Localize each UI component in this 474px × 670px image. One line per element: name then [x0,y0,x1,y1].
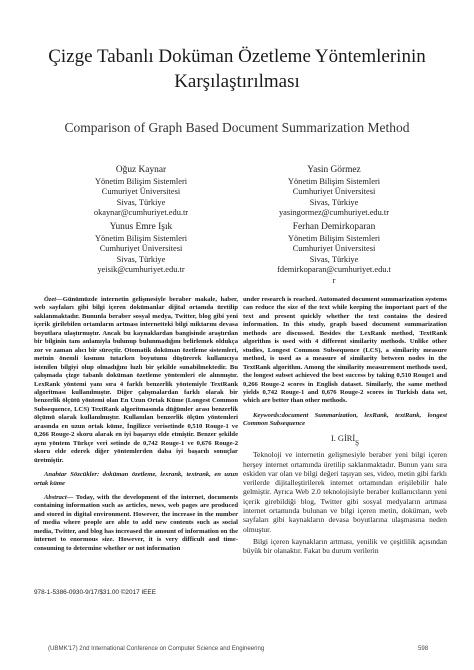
right-column [243,296,447,556]
keywords-label: Keywords [253,411,280,419]
abstract-paragraph [34,494,238,553]
title-line-2: Karşılaştırılması [174,71,300,92]
author-university: Cumuriyet Üniversitesi [101,187,181,197]
keywords-paragraph [243,412,447,429]
author-block-2 [249,165,419,219]
author-name: Ferhan Demirkoparan [292,222,376,232]
copyright-notice: 978-1-5386-0930-9/17/$31.00 ©2017 IEEE [34,589,156,596]
author-name: Oğuz Kaynar [115,165,167,175]
intro-paragraph-2: Bilgi içeren kaynakların artması, yenilik ve çeşitlilik açısından büyük bir olanaktır. Fakat bu durum verilerin [243,536,447,556]
author-location: Sivas, Türkiye [116,197,166,207]
author-university: Cumhuriyet Üniversitesi [292,244,376,254]
ozet-text: —Günümüzde internetin gelişmesiyle beraber makale, haber, web sayfaları gibi bilgi içeren dokümanlar dijital ortamda üretilip saklanmaktadır. Bununla beraber sosyal medya, Twitter, blog gibi yeni içerik girilebilen ortamların artması internetteki bilgi miktarını devasa boyutlara ulaştırmıştır. Ancak bu kaynaklardan bangisinde araştırılan bir bilginin tam anlamıyla bulunup bulunmadığını belirlemek oldukça zor ve zaman alıcı bir süreçtir. Otomatik doküman özetleme sistemleri, metnin önemli kısmını tutarken boyutunu düşürerek kullanıcıya istenilen bilgiyi olup olmadığını hızlı bir şekilde sunabilmektedir. Bu çalışmada çizge tabanlı doküman özetleme yöntemleri ele alınmıştır. LexRank yöntemi yanı sıra 4 farklı benzerlik yöntemiyle TextRank algoritması kullanılmıştır. Diğer çalışmalardan farklı olarak bir benzerlik ölçütü yöntemi olan En Uzun Ortak Küme (Longest Common Subsequence, LCS) TextRank algoritmasında düğümler arası benzerlik ölçümü olarak kullanılmıştır. Kullanılan benzerlik ölçüm yöntemleri arasında en uzun ortak küme, İngilizce verisetinde 0,510 Rouge-1 ve 0,266 Rouge-2 skoru alarak en iyi başarıyı elde etmiştir. Benzer şekilde aynı yöntem Türkçe veri setinde de 0,742 Rouge-1 ve 0,676 Rouge-2 skoru elde ederek diğer yöntemlerden daha iyi başarılı sonuçlar üretmiştir. [34,296,238,464]
author-location: Sivas, Türkiye [116,254,166,264]
author-university: Cumhuriyet Üniversitesi [292,187,376,197]
author-block-3 [56,222,226,276]
author-department: Yönetim Bilişim Sistemleri [94,176,188,186]
author-block-1 [56,165,226,219]
author-email: fdemirkoparan@cumhuriyet.edu.t [277,265,391,275]
author-email: yeisik@cumhuriyet.edu.tr [97,265,185,275]
abstract-continuation: under research is reached. Automated document summarization systems can reduce the size of the text while keeping the important part of the text and present quickly whether the text contains the desired information. In this study, graph based document summarization methods are discussed. Besides the LexRank method, TextRank algorithm is used with 4 different similarity methods. Unlike other studies, Longest Common Subsequence (LCS), a similarity measure method, is used as a measure of similarity between nodes in the TextRank algorithm. Among the similarity measurement methods used, the longest subset achieved the best success by taking 0,510 Rouge1 and 0,266 Rouge-2 scores in English dataset. Similarly, the same method yields 0,742 Rouge-1 and 0,676 Rouge-2 scores in Turkish data set, which are better than other methods. [243,296,447,405]
footer-conference: (UBMK'17) 2nd International Conference on Computer Science and Engineering [48,645,265,652]
intro-paragraph-1: Teknoloji ve internetin gelişmesiyle beraber yeni bilgi içeren herşey internet ortamında üretilip saklanmaktadır. Bunun yanı sıra eskiden var olan ve bilgi değeri taşıyan ses, video, metin gibi farklı verilerde dijitalleştirilerek internet ortamından erişilebilir hale gelmiştir. Ayrıca Web 2.0 teknolojisiyle beraber kullanıcıların yeni içerik girebildiği blog, Twitter gibi sosyal medyaların artması internet ortamında bulunan ve bilgi içeren metin, doküman, web sayfaları gibi kaynakların devasa boyutlarına ulaşmasına neden olmuştur. [243,450,447,534]
keywords-text: : doküman özetleme, lexrank, textrank, en uzun ortak küme [34,471,238,487]
anahtar-sozcukler [34,471,238,488]
paper-subtitle: Comparison of Graph Based Document Summarization Method [64,120,410,135]
abstract-text: — Today, with the development of the internet, documents containing information such as articles, news, web pages are produced and stored in digital environment. However, the increase in the number of media where people are able to add new contents such as social media, Twitter, and blog has increased the amount of information on the internet to enormous size. However, it is very difficult and time-consuming to determine whether or not information [34,493,238,552]
author-department: Yönetim Bilişim Sistemleri [94,233,188,243]
section-heading [243,435,447,447]
title-line-1: Çizge Tabanlı Doküman Özetleme Yöntemlerinin [48,46,426,67]
ozet-paragraph [34,296,238,465]
author-email: yasingormez@cumhuriyet.edu.tr [278,208,390,218]
section-title: I. GİRİ [330,433,356,443]
section-title-overlap: Ş [355,438,360,447]
abstract-label: Abstract [44,493,67,501]
author-department: Yönetim Bilişim Sistemleri [287,176,381,186]
author-name: Yasin Görmez [307,165,361,175]
author-email: okaynar@cumhuriyet.edu.tr [93,208,189,218]
footer-page-number: 598 [418,645,429,652]
author-location: Sivas, Türkiye [309,197,359,207]
left-column [34,296,238,553]
author-department: Yönetim Bilişim Sistemleri [287,233,381,243]
keywords-text: :document Summarization, lexRank, textRank, longest Common Subsequence [243,411,447,428]
paper-title [0,44,474,94]
author-email-continuation: r [332,275,336,285]
author-location: Sivas, Türkiye [309,254,359,264]
author-name: Yunus Emre Işık [109,222,173,232]
author-block-4 [249,222,419,287]
keywords-label: Anahtar Sözcükler [44,471,97,479]
ozet-label: Özet [44,296,57,303]
author-university: Cumhuriyet Üniversitesi [99,244,183,254]
